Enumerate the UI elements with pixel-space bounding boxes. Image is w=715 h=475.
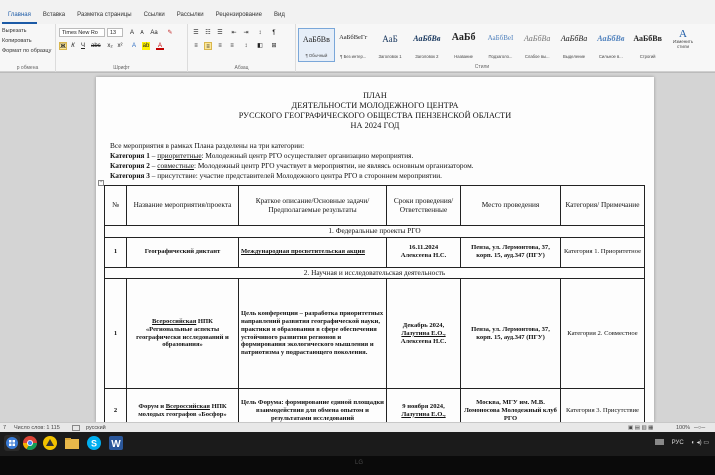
tab-insert[interactable]: Вставка (42, 12, 66, 18)
style-emphasis[interactable] (556, 28, 593, 62)
event-name-part: НПК «Региональные аспекты географически исследований и образования» (136, 318, 229, 349)
category-3-label: Категория 3 (110, 171, 150, 180)
style-name: Выделение (562, 54, 586, 59)
style-no-spacing[interactable] (335, 28, 372, 62)
header-place: Место проведения (461, 186, 561, 226)
intro-text: Все мероприятия в рамках Плана разделены на три категории: (110, 141, 305, 150)
section-1-title: 1. Федеральные проекты РГО (105, 226, 645, 238)
event-description (239, 237, 387, 267)
svg-text:W: W (111, 439, 121, 450)
shrink-font-icon[interactable]: A (140, 30, 144, 36)
copy-button[interactable]: Копировать (2, 38, 32, 44)
style-title[interactable] (445, 28, 482, 62)
style-preview: АаБбВеI (487, 34, 514, 42)
style-preview: АаБбВв (633, 34, 662, 43)
style-preview: АаБб (451, 32, 476, 43)
style-name: Название (454, 54, 473, 59)
tab-home[interactable]: Главная (2, 8, 37, 24)
monitor-bezel (0, 456, 715, 475)
status-bar (0, 422, 715, 432)
section-2-title: 2. Научная и исследовательская деятельность (105, 267, 645, 279)
style-name: ¶ Обычный (305, 53, 328, 58)
svg-text:S: S (90, 438, 98, 449)
style-name: Заголовок 2 (415, 54, 439, 59)
doc-title-line-2: ДЕЯТЕЛЬНОСТИ МОЛОДЕЖНОГО ЦЕНТРА (291, 101, 459, 110)
category-1-kind: приоритетные (157, 151, 202, 160)
event-date: Декабрь 2024, (402, 322, 445, 330)
ribbon-tab-bar (0, 8, 715, 24)
style-name: Подзаголо... (488, 54, 513, 59)
event-date: 9 ноября 2024, (402, 402, 445, 410)
event-description: Цель Форума: формирование единой площадки взаимодействия для обмена опытом и результатами исследований (239, 389, 387, 422)
style-subtitle[interactable] (482, 28, 519, 62)
multilevel-list-icon[interactable]: ☰ (217, 30, 223, 36)
style-heading-1[interactable] (372, 28, 409, 62)
event-place: Москва, МГУ им. М.В. Ломоносова Молодежный клуб РГО (461, 389, 561, 422)
event-responsible: Лазутина Е.О., (401, 329, 446, 337)
monitor-logo: LG (355, 460, 364, 466)
event-dates (387, 279, 461, 389)
skype-icon[interactable] (86, 435, 102, 451)
yandex-browser-icon[interactable] (42, 435, 58, 451)
category-2-kind: совместные (157, 161, 194, 170)
category-1-label: Категория 1 (110, 151, 150, 160)
highlight-icon[interactable]: ab (142, 43, 150, 49)
view-buttons[interactable]: ▣ ▤ ▥ ▦ (628, 425, 654, 431)
proofing-icon[interactable] (72, 425, 80, 431)
section-row (105, 267, 645, 279)
style-name: Сильное в... (598, 54, 623, 59)
event-responsible: Алексеева Н.С. (400, 252, 447, 260)
event-name-part: Форум и (138, 402, 166, 410)
doc-title-line-3: РУССКОГО ГЕОГРАФИЧЕСКОГО ОБЩЕСТВА ПЕНЗЕНСКОЙ ОБЛАСТИ (238, 111, 512, 120)
word-count[interactable]: Число слов: 1 115 (14, 425, 60, 431)
row-num: 2 (105, 389, 127, 422)
tab-review[interactable]: Рецензирование (215, 12, 262, 18)
format-painter-button[interactable]: Формат по образцу (2, 48, 52, 54)
word-icon[interactable] (108, 435, 124, 451)
paragraph-group-label: Абзац (234, 65, 249, 71)
style-preview: АаБбВеГг (339, 34, 368, 41)
styles-group-label: Стили (474, 64, 490, 70)
chrome-icon[interactable] (22, 435, 38, 451)
show-marks-icon[interactable]: ¶ (272, 30, 276, 36)
style-preview: АаБбВа (524, 34, 551, 43)
change-styles-button[interactable] (668, 28, 698, 64)
event-category: Категория 2. Совместное (561, 279, 645, 389)
style-normal[interactable] (298, 28, 335, 62)
table-row (105, 237, 645, 267)
dash: – (149, 151, 158, 160)
doc-title-line-1: ПЛАН (363, 91, 387, 100)
event-place: Пенза, ул. Лермонтова, 37, корп. 15, ауд.347 (ПГУ) (461, 279, 561, 389)
change-styles-label: Изменить стили (672, 39, 694, 49)
tab-page-layout[interactable]: Разметка страницы (77, 12, 132, 18)
style-preview: АаБбВв (597, 34, 625, 43)
clipboard-group-label: р обмена (16, 65, 39, 71)
underline-icon[interactable]: Ч (81, 43, 85, 49)
align-left-icon[interactable]: ≡ (194, 43, 198, 49)
table-move-handle-icon[interactable]: + (99, 180, 103, 185)
row-num: 1 (105, 237, 127, 267)
style-name: Слабое вы... (524, 54, 550, 59)
bullets-icon[interactable]: ☰ (193, 30, 199, 36)
category-3-line (110, 171, 442, 180)
font-color-icon[interactable]: A (157, 43, 162, 49)
event-description-text: Международная просветительская акция (241, 248, 365, 256)
clipboard-group (0, 24, 56, 72)
style-subtle-emphasis[interactable] (519, 28, 556, 62)
clear-format-icon[interactable]: ✎ (167, 30, 173, 36)
plan-table (104, 185, 645, 422)
section-row (105, 226, 645, 238)
numbering-icon[interactable]: ☷ (205, 30, 211, 36)
input-language[interactable]: РУС (671, 440, 684, 446)
event-place: Пенза, ул. Лермонтова, 37, корп. 15, ауд.347 (ПГУ) (461, 237, 561, 267)
align-right-icon[interactable]: ≡ (218, 43, 222, 49)
header-name: Название мероприятия/проекта (127, 186, 239, 226)
document-area (0, 72, 715, 422)
italic-icon[interactable]: К (71, 43, 75, 49)
horizontal-ruler (0, 72, 715, 73)
event-dates (387, 389, 461, 422)
subscript-icon[interactable]: x₂ (107, 43, 113, 49)
system-tray (655, 439, 709, 446)
superscript-icon[interactable]: x² (117, 43, 123, 49)
tab-references[interactable]: Ссылки (143, 12, 165, 18)
row-num: 1 (105, 279, 127, 389)
style-preview: АаБбВа (560, 34, 588, 43)
event-responsible: Лазутина Е.О., (401, 410, 446, 418)
start-icon[interactable] (4, 435, 20, 451)
font-group (56, 24, 188, 72)
document-page[interactable] (96, 77, 654, 422)
event-responsible: Алексеева Н.С. (400, 337, 447, 345)
category-2-label: Категория 2 (110, 161, 150, 170)
doc-title-line-4: НА 2024 ГОД (350, 121, 400, 130)
tab-view[interactable]: Вид (274, 12, 285, 18)
paragraph-group (188, 24, 296, 72)
style-strong[interactable] (629, 28, 666, 62)
event-description: Цель конференции – разработка приоритетных направлений развития географической науки, практики и образования в сфере обеспечения устойчивого развития регионов и формирования экологического мышления и патриотизма у подрастающего поколения. (239, 279, 387, 389)
justify-icon[interactable]: ≡ (230, 43, 234, 49)
zoom-level[interactable]: 100% (676, 425, 691, 431)
event-date: 16.11.2024 (408, 244, 439, 252)
strikethrough-icon[interactable]: abc (91, 43, 101, 49)
header-num: № (105, 186, 127, 226)
sort-icon[interactable]: ↕ (258, 30, 262, 36)
styles-gallery (298, 28, 666, 62)
header-description: Краткое описание/Основные задачи/ Предполагаемые результаты (239, 186, 387, 226)
category-1-text: : Молодежный центр РГО осуществляет организацию мероприятия. (201, 151, 414, 160)
style-intense-emphasis[interactable] (592, 28, 629, 62)
event-name-part: Всероссийская (152, 318, 197, 326)
style-preview: АаБбВв (302, 35, 330, 44)
grow-font-icon[interactable]: A (129, 30, 134, 36)
category-1-line (110, 151, 413, 160)
event-name-part: Всероссийская (165, 402, 210, 410)
style-preview: АаБ (382, 34, 398, 44)
ribbon (0, 24, 715, 72)
table-row (105, 389, 645, 422)
style-heading-2[interactable] (408, 28, 445, 62)
table-header-row (105, 186, 645, 226)
header-dates: Сроки проведения/ Ответственные (387, 186, 461, 226)
shading-icon[interactable]: ◧ (257, 43, 263, 49)
font-name-select[interactable]: Times New Ro (59, 28, 105, 37)
style-name: ¶ Без интер... (340, 54, 367, 59)
style-name: Строгий (639, 54, 656, 59)
category-2-text: : Молодежный центр РГО участвует в мероприятии, не являясь основным организатором. (193, 161, 474, 170)
style-name: Заголовок 1 (378, 54, 402, 59)
align-center-icon[interactable]: ≡ (204, 42, 212, 50)
event-name: Географический диктант (127, 237, 239, 267)
category-3-text: – присутствие: участие представителей Молодежного центра РГО в стороннем мероприятии. (149, 171, 442, 180)
dash: – (149, 161, 158, 170)
table-row (105, 279, 645, 389)
font-group-label: Шрифт (113, 65, 130, 71)
file-explorer-icon[interactable] (64, 435, 80, 451)
font-size-select[interactable]: 13 (107, 28, 123, 37)
bold-icon[interactable]: Ж (60, 44, 66, 50)
taskbar (0, 432, 715, 456)
header-category: Категория/ Примечание (561, 186, 645, 226)
page-indicator[interactable]: 7 (3, 425, 7, 431)
network-icon[interactable] (655, 439, 664, 445)
volume-icon[interactable]: ◐ ◂) ▭ (691, 440, 709, 446)
change-styles-icon: A (679, 28, 687, 40)
event-name-part: НПК молодых географов «Босфор» (138, 402, 227, 418)
category-2-line (110, 161, 474, 170)
style-preview: АаБбВв (413, 34, 441, 43)
event-category: Категория 3. Присутствие (561, 389, 645, 422)
increase-indent-icon[interactable]: ⇥ (243, 30, 249, 36)
zoom-slider[interactable]: ─○─ (694, 425, 706, 431)
event-category: Категория 1. Приоритетное (561, 237, 645, 267)
decrease-indent-icon[interactable]: ⇤ (231, 30, 237, 36)
line-spacing-icon[interactable]: ↕ (244, 43, 248, 49)
borders-icon[interactable]: ⊞ (271, 43, 277, 49)
cut-button[interactable]: Вырезать (2, 28, 27, 34)
event-name (127, 389, 239, 422)
tab-mailings[interactable]: Рассылки (176, 12, 204, 18)
event-name (127, 279, 239, 389)
text-effects-icon[interactable]: A (131, 43, 136, 49)
event-dates (387, 237, 461, 267)
language-indicator[interactable]: русский (86, 425, 106, 431)
change-case-icon[interactable]: Aa (150, 30, 158, 36)
